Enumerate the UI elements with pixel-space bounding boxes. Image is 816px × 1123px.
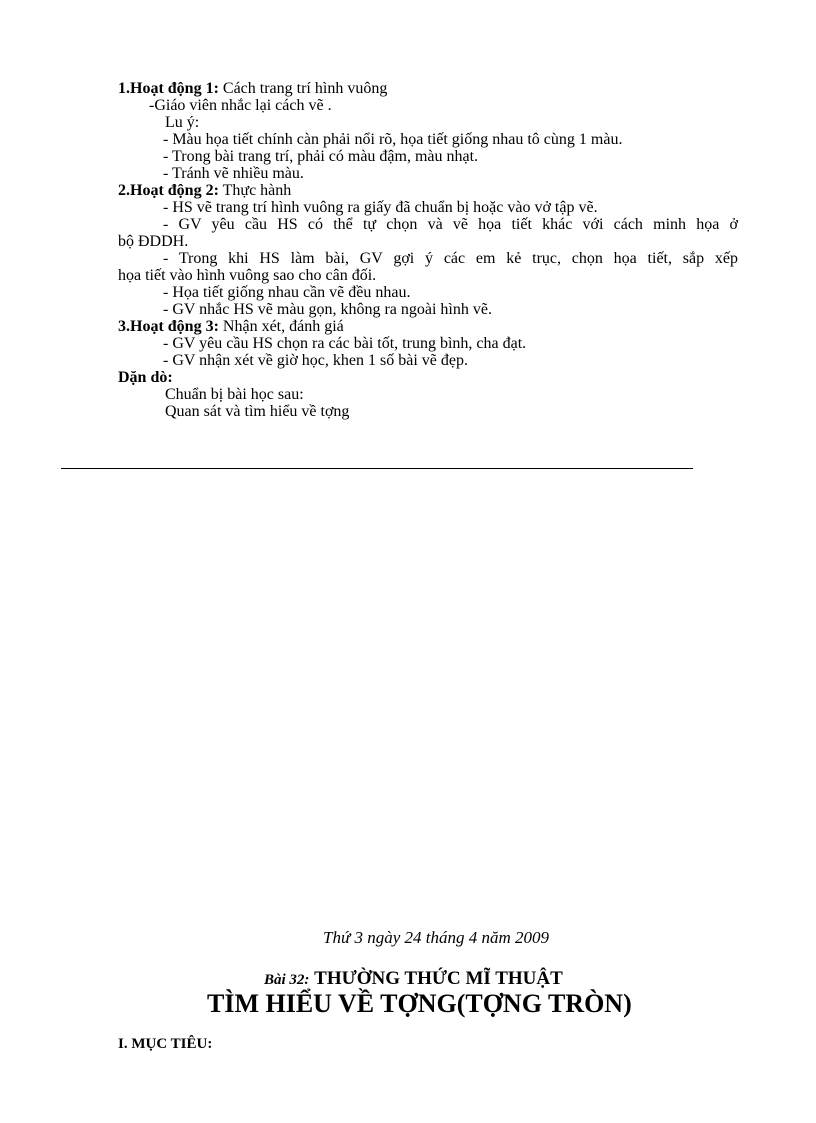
- note-label: Lu ý:: [165, 114, 200, 131]
- activity2-item-1: - HS vẽ trang trí hình vuông ra giấy đã chuẩn bị hoặc vào vở tập vẽ.: [163, 199, 598, 216]
- section-divider: [61, 468, 693, 469]
- objectives-heading: I. MỤC TIÊU:: [118, 1036, 213, 1052]
- lesson-title: TÌM HIỂU VỀ TỢNG(TỢNG TRÒN): [207, 989, 632, 1018]
- activity2-item-3-cont: họa tiết vào hình vuông sao cho cân đối.: [118, 267, 377, 284]
- note-item-3: - Tránh vẽ nhiều màu.: [163, 165, 304, 182]
- activity2-title: Thực hành: [222, 182, 292, 199]
- activity2-item-2-cont: bộ ĐDDH.: [118, 233, 189, 250]
- homework-item-1: Chuẩn bị bài học sau:: [165, 386, 304, 403]
- activity2-item-5: - GV nhắc HS vẽ màu gọn, không ra ngoài hình vẽ.: [163, 301, 492, 318]
- note-item-1: - Màu họa tiết chính càn phải nổi rõ, họa tiết giống nhau tô cùng 1 màu.: [163, 131, 623, 148]
- activity1-heading: 1.Hoạt động 1:: [118, 80, 219, 97]
- activity2-item-4: - Họa tiết giống nhau cần vẽ đều nhau.: [163, 284, 411, 301]
- activity1-title: Cách trang trí hình vuông: [222, 80, 388, 97]
- activity3-item-1: - GV yêu cầu HS chọn ra các bài tốt, trung bình, cha đạt.: [163, 335, 527, 352]
- activity1-intro: -Giáo viên nhắc lại cách vẽ .: [149, 97, 332, 114]
- lesson-subject-line: [264, 968, 563, 990]
- activity1-line: [118, 80, 387, 97]
- lesson-subject: THƯỜNG THỨC MĨ THUẬT: [314, 968, 563, 989]
- activity2-line: [118, 182, 291, 199]
- activity2-item-3: - Trong khi HS làm bài, GV gợi ý các em kẻ trục, chọn họa tiết, sắp xếp: [163, 250, 738, 267]
- activity3-line: [118, 318, 344, 335]
- homework-heading: Dặn dò:: [118, 369, 173, 386]
- activity2-heading: 2.Hoạt động 2:: [118, 182, 219, 199]
- lesson-date: Thứ 3 ngày 24 tháng 4 năm 2009: [323, 928, 550, 947]
- activity3-item-2: - GV nhận xét về giờ học, khen 1 số bài vẽ đẹp.: [163, 352, 468, 369]
- homework-item-2: Quan sát và tìm hiểu về tợng: [165, 403, 350, 420]
- activity3-title: Nhận xét, đánh giá: [222, 318, 344, 335]
- activity2-item-2: - GV yêu cầu HS có thể tự chọn và vẽ họa tiết khác với cách minh họa ở: [163, 216, 738, 233]
- note-item-2: - Trong bài trang trí, phải có màu đậm, màu nhạt.: [163, 148, 479, 165]
- lesson-number: Bài 32:: [264, 972, 310, 988]
- activity3-heading: 3.Hoạt động 3:: [118, 318, 219, 335]
